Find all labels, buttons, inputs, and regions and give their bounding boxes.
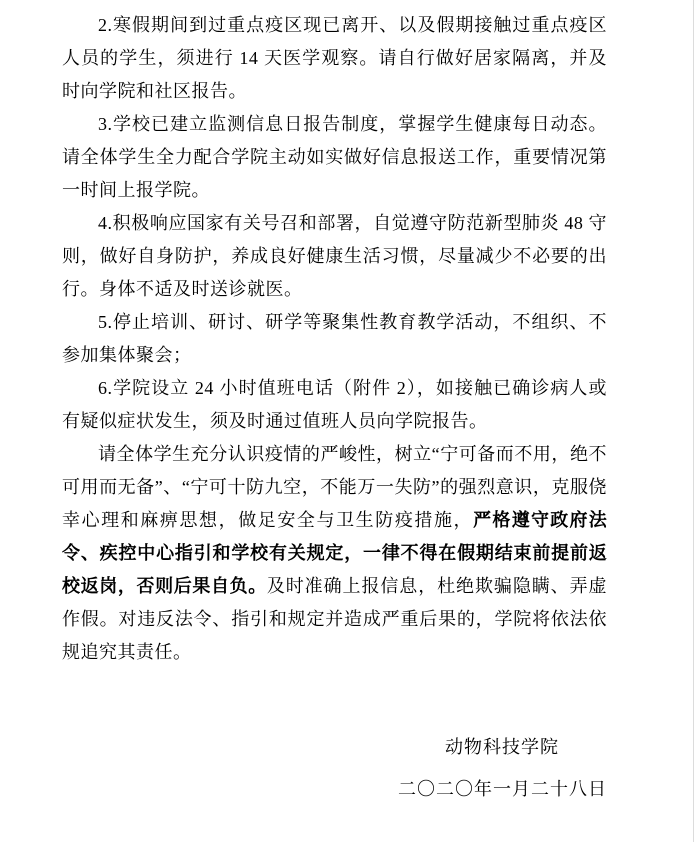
notice-item-2-text: 2.寒假期间到过重点疫区现已离开、以及假期接触过重点疫区人员的学生，须进行 14 天医学观察。请自行做好居家隔离，并及时向学院和社区报告。 [62, 15, 607, 101]
signature-block [62, 731, 607, 806]
closing-paragraph-lead-text: 请全体学生充分认识疫情的严峻性，树立“宁可备而不用，绝不可用而无备”、“宁可十防九空，不能万一失防”的强烈意识，克服侥幸心理和麻痹思想，做足安全与卫生防疫措施， [62, 444, 607, 530]
signature-date: 二〇二〇年一月二十八日 [398, 779, 607, 799]
closing-paragraph-tail-text: 及时准确上报信息，杜绝欺骗隐瞒、弄虚作假。对违反法令、指引和规定并造成严重后果的，学院将依法依规追究其责任。 [62, 576, 608, 662]
notice-item-5-text: 5.停止培训、研讨、研学等聚集性教育教学活动，不组织、不参加集体聚会； [62, 312, 607, 365]
closing-paragraph [62, 438, 607, 669]
notice-item-6-text: 6.学院设立 24 小时值班电话（附件 2），如接触已确诊病人或有疑似症状发生，须及时通过值班人员向学院报告。 [62, 378, 607, 431]
notice-item-2 [62, 9, 607, 108]
signature-organization: 动物科技学院 [445, 737, 559, 757]
notice-item-4-text: 4.积极响应国家有关号召和部署，自觉遵守防范新型肺炎 48 守则，做好自身防护，养成良好健康生活习惯，尽量减少不必要的出行。身体不适及时送诊就医。 [62, 213, 607, 299]
notice-item-4 [62, 207, 607, 306]
notice-item-5 [62, 306, 607, 372]
notice-item-3-text: 3.学校已建立监测信息日报告制度，掌握学生健康每日动态。请全体学生全力配合学院主动如实做好信息报送工作，重要情况第一时间上报学院。 [62, 114, 607, 200]
notice-item-3 [62, 108, 607, 207]
closing-paragraph-bold-warning-text: 严格遵守政府法令、疾控中心指引和学校有关规定，一律不得在假期结束前提前返校返岗，否则后果自负。 [62, 510, 608, 596]
notice-item-6 [62, 372, 607, 438]
